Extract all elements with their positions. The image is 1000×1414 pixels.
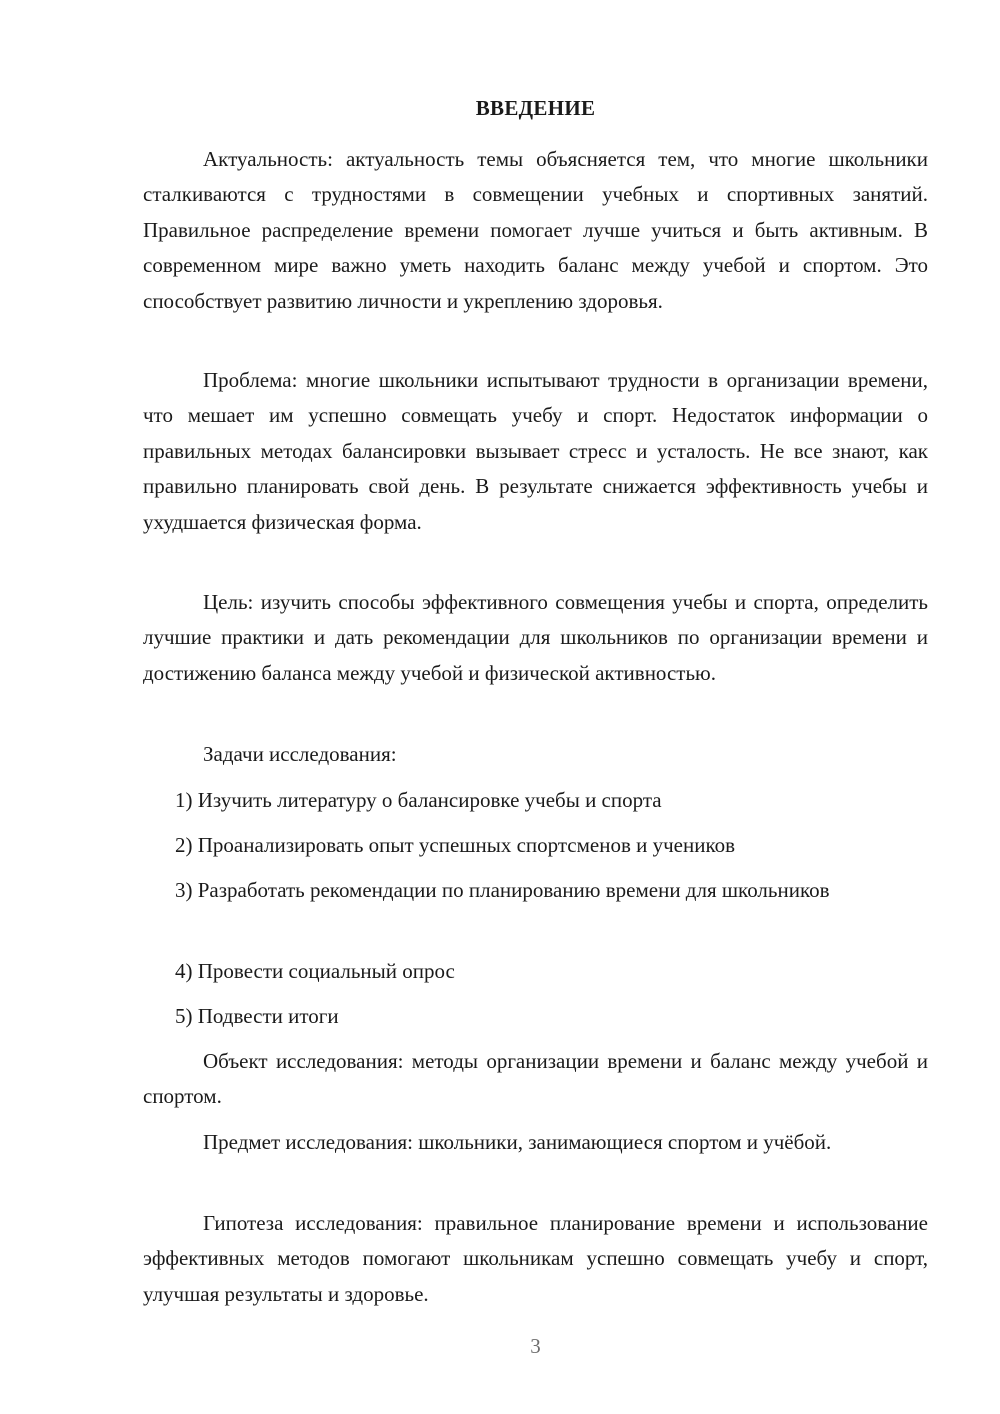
- task-item-2: 2) Проанализировать опыт успешных спортсменов и учеников: [175, 833, 736, 857]
- hypothesis-paragraph: Гипотеза исследования: правильное планирование времени и использование эффективных методов помогают школьникам успешно совмещать учебу и спорт, улучшая результаты и здоровье.: [143, 1211, 928, 1306]
- problem-paragraph: Проблема: многие школьники испытывают трудности в организации времени, что мешает им успешно совмещать учебу и спорт. Недостаток информации о правильных методах балансировки вызывает стресс и усталость. Не все знают, как правильно планировать свой день. В результате снижается эффективность учебы и ухудшается физическая форма.: [143, 368, 928, 534]
- subject-paragraph: Предмет исследования: школьники, занимающиеся спортом и учёбой.: [203, 1130, 832, 1154]
- page-number: 3: [530, 1334, 541, 1358]
- object-paragraph: Объект исследования: методы организации времени и баланс между учебой и спортом.: [143, 1049, 928, 1109]
- task-item-1: 1) Изучить литературу о балансировке учебы и спорта: [175, 788, 662, 812]
- relevance-paragraph: Актуальность: актуальность темы объясняется тем, что многие школьники сталкиваются с трудностями в совмещении учебных и спортивных занятий. Правильное распределение времени помогает лучше учиться и быть активным. В современном мире важно уметь находить баланс между учебой и спортом. Это способствует развитию личности и укреплению здоровья.: [143, 147, 928, 313]
- tasks-heading: Задачи исследования:: [203, 742, 397, 766]
- task-item-4: 4) Провести социальный опрос: [175, 959, 455, 983]
- goal-paragraph: Цель: изучить способы эффективного совмещения учебы и спорта, определить лучшие практики и дать рекомендации для школьников по организации времени и достижению баланса между учебой и физической активностью.: [143, 590, 928, 685]
- task-item-3: 3) Разработать рекомендации по планированию времени для школьников: [175, 878, 830, 902]
- section-title: ВВЕДЕНИЕ: [475, 96, 596, 120]
- task-item-5: 5) Подвести итоги: [175, 1004, 339, 1028]
